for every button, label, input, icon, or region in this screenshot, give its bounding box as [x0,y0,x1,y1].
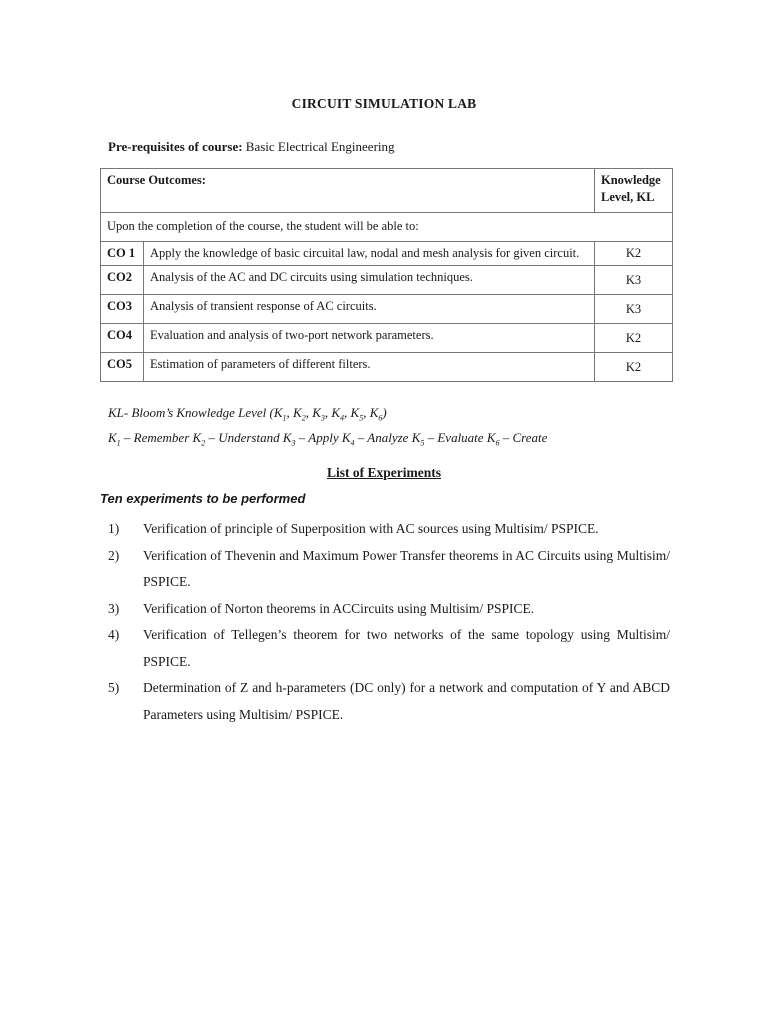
experiment-number: 5) [108,680,120,695]
experiment-text: Verification of Tellegen’s theorem for two networks of the same topology using Multisim/ PSPICE. [143,627,670,669]
list-of-experiments-heading: List of Experiments [327,465,441,480]
list-item [108,516,670,543]
knowledge-level-notes [108,403,547,452]
knowledge-level-header: Knowledge Level, KL [595,169,673,213]
experiment-number: 1) [108,521,120,536]
experiment-number: 4) [108,627,120,642]
co-knowledge-level: K3 [595,295,673,324]
table-intro-row [101,213,673,242]
co-knowledge-level: K2 [595,242,673,266]
co-knowledge-level: K2 [595,324,673,353]
co-code: CO3 [101,295,144,324]
co-code: CO2 [101,266,144,295]
co-knowledge-level: K3 [595,266,673,295]
table-header-row [101,169,673,213]
co-description: Analysis of the AC and DC circuits using simulation techniques. [144,266,595,295]
course-outcomes-header: Course Outcomes: [101,169,595,213]
co-knowledge-level: K2 [595,353,673,382]
table-row [101,295,673,324]
experiment-number: 3) [108,600,120,616]
page-title: CIRCUIT SIMULATION LAB [291,96,477,111]
experiment-text: Verification of Norton theorems in ACCircuits using Multisim/ PSPICE. [143,600,535,616]
list-item [108,543,670,596]
prerequisites-value: Basic Electrical Engineering [242,139,395,154]
co-code: CO 1 [101,242,144,266]
table-row [101,353,673,382]
list-item [108,675,670,728]
experiment-number: 2) [108,547,120,563]
experiment-text: Verification of Thevenin and Maximum Power Transfer theorems in AC Circuits using Multisim/ PSPICE. [143,547,670,589]
co-description: Analysis of transient response of AC circuits. [144,295,595,324]
course-outcomes-table [100,168,673,382]
list-item [108,622,670,675]
experiment-text: Determination of Z and h-parameters (DC only) for a network and computation of Y and ABCD Parameters using Multisim/ PSPICE. [143,680,670,722]
table-intro: Upon the completion of the course, the student will be able to: [101,213,673,242]
list-item [108,596,670,623]
table-row [101,324,673,353]
prerequisites-label: Pre-requisites of course: [108,139,243,154]
co-code: CO4 [101,324,144,353]
bloom-levels-line: KL- Bloom’s Knowledge Level ($K_1$, $K_2$, $K_3$, $K_4$, $K_5$, $K_6$) [108,405,387,423]
experiments-subheading: Ten experiments to be performed [100,491,306,506]
co-description: Estimation of parameters of different filters. [144,353,595,382]
bloom-definitions-line: $K_1$ – Remember $K_2$ – Understand $K_3$ – Apply $K_4$ – Analyze $K_5$ – Evaluate $K_6$ – Create [108,429,548,448]
bloom-prefix: KL- Bloom’s Knowledge Level (K [108,405,283,420]
experiments-list [108,516,670,728]
table-row [101,242,673,266]
prerequisites [108,139,395,155]
co-code: CO5 [101,353,144,382]
table-row [101,266,673,295]
co-description: Evaluation and analysis of two-port network parameters. [144,324,595,353]
experiment-text: Verification of principle of Superposition with AC sources using Multisim/ PSPICE. [143,521,599,536]
co-description: Apply the knowledge of basic circuital law, nodal and mesh analysis for given circuit. [144,242,595,266]
